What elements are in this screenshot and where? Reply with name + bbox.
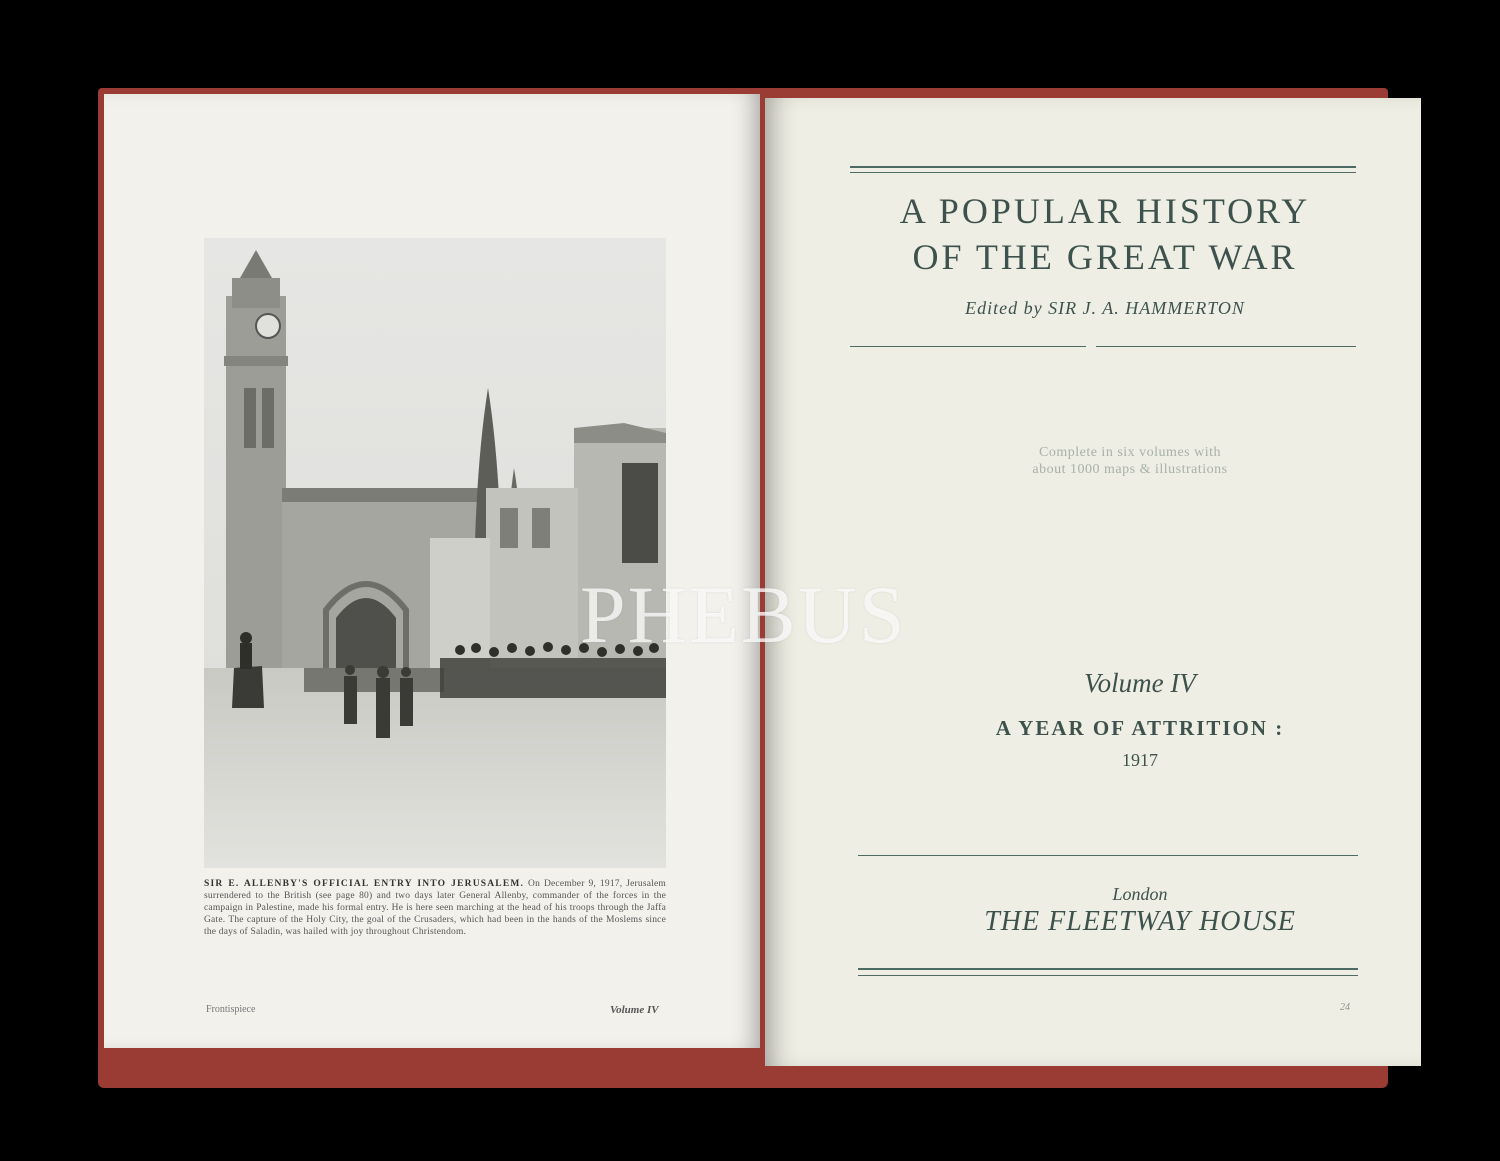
bottom-rule (858, 968, 1358, 970)
footer-frontispiece: Frontispiece (206, 1004, 256, 1015)
lower-rule (858, 855, 1358, 856)
title-line-2: OF THE GREAT WAR (912, 237, 1298, 277)
mid-rule-right (1096, 346, 1356, 347)
volume-year: 1917 (1122, 750, 1158, 770)
edition-note (780, 444, 1480, 478)
bottom-rule-thin (858, 975, 1358, 976)
caption-lead: SIR E. ALLENBY'S OFFICIAL ENTRY INTO JERUSALEM. (204, 879, 525, 889)
footer-volume: Volume IV (610, 1004, 659, 1016)
photo-caption (204, 878, 666, 938)
top-rule-thin (850, 172, 1356, 173)
publisher-city: London (1112, 884, 1168, 904)
editor-credit: Edited by SIR J. A. HAMMERTON (965, 298, 1245, 318)
top-rule (850, 166, 1356, 168)
mid-rule-left (850, 346, 1086, 347)
publisher-name: THE FLEETWAY HOUSE (984, 906, 1296, 937)
watermark: PHEBUS (580, 569, 907, 660)
caption-body: On December 9, 1917, Jerusalem surrendered to the British (see page 80) and two days later General Allenby, commander of the forces in the campaign in Palestine, made his formal entry. He is here seen marching at the head of his troops through the Jaffa Gate. The capture of the Holy City, the goal of the Crusaders, which had been in the hands of the Moslems since the days of Saladin, was hailed with joy throughout Christendom. (204, 879, 666, 937)
book-title (780, 188, 1430, 280)
volume-subtitle: A YEAR OF ATTRITION : (995, 716, 1285, 740)
signature-mark: 24 (1340, 1002, 1350, 1013)
volume-number: Volume IV (1084, 668, 1196, 698)
note-line-2: about 1000 maps & illustrations (1032, 462, 1228, 477)
title-line-1: A POPULAR HISTORY (899, 191, 1311, 231)
frontispiece-photo (204, 238, 666, 868)
note-line-1: Complete in six volumes with (1039, 445, 1221, 460)
